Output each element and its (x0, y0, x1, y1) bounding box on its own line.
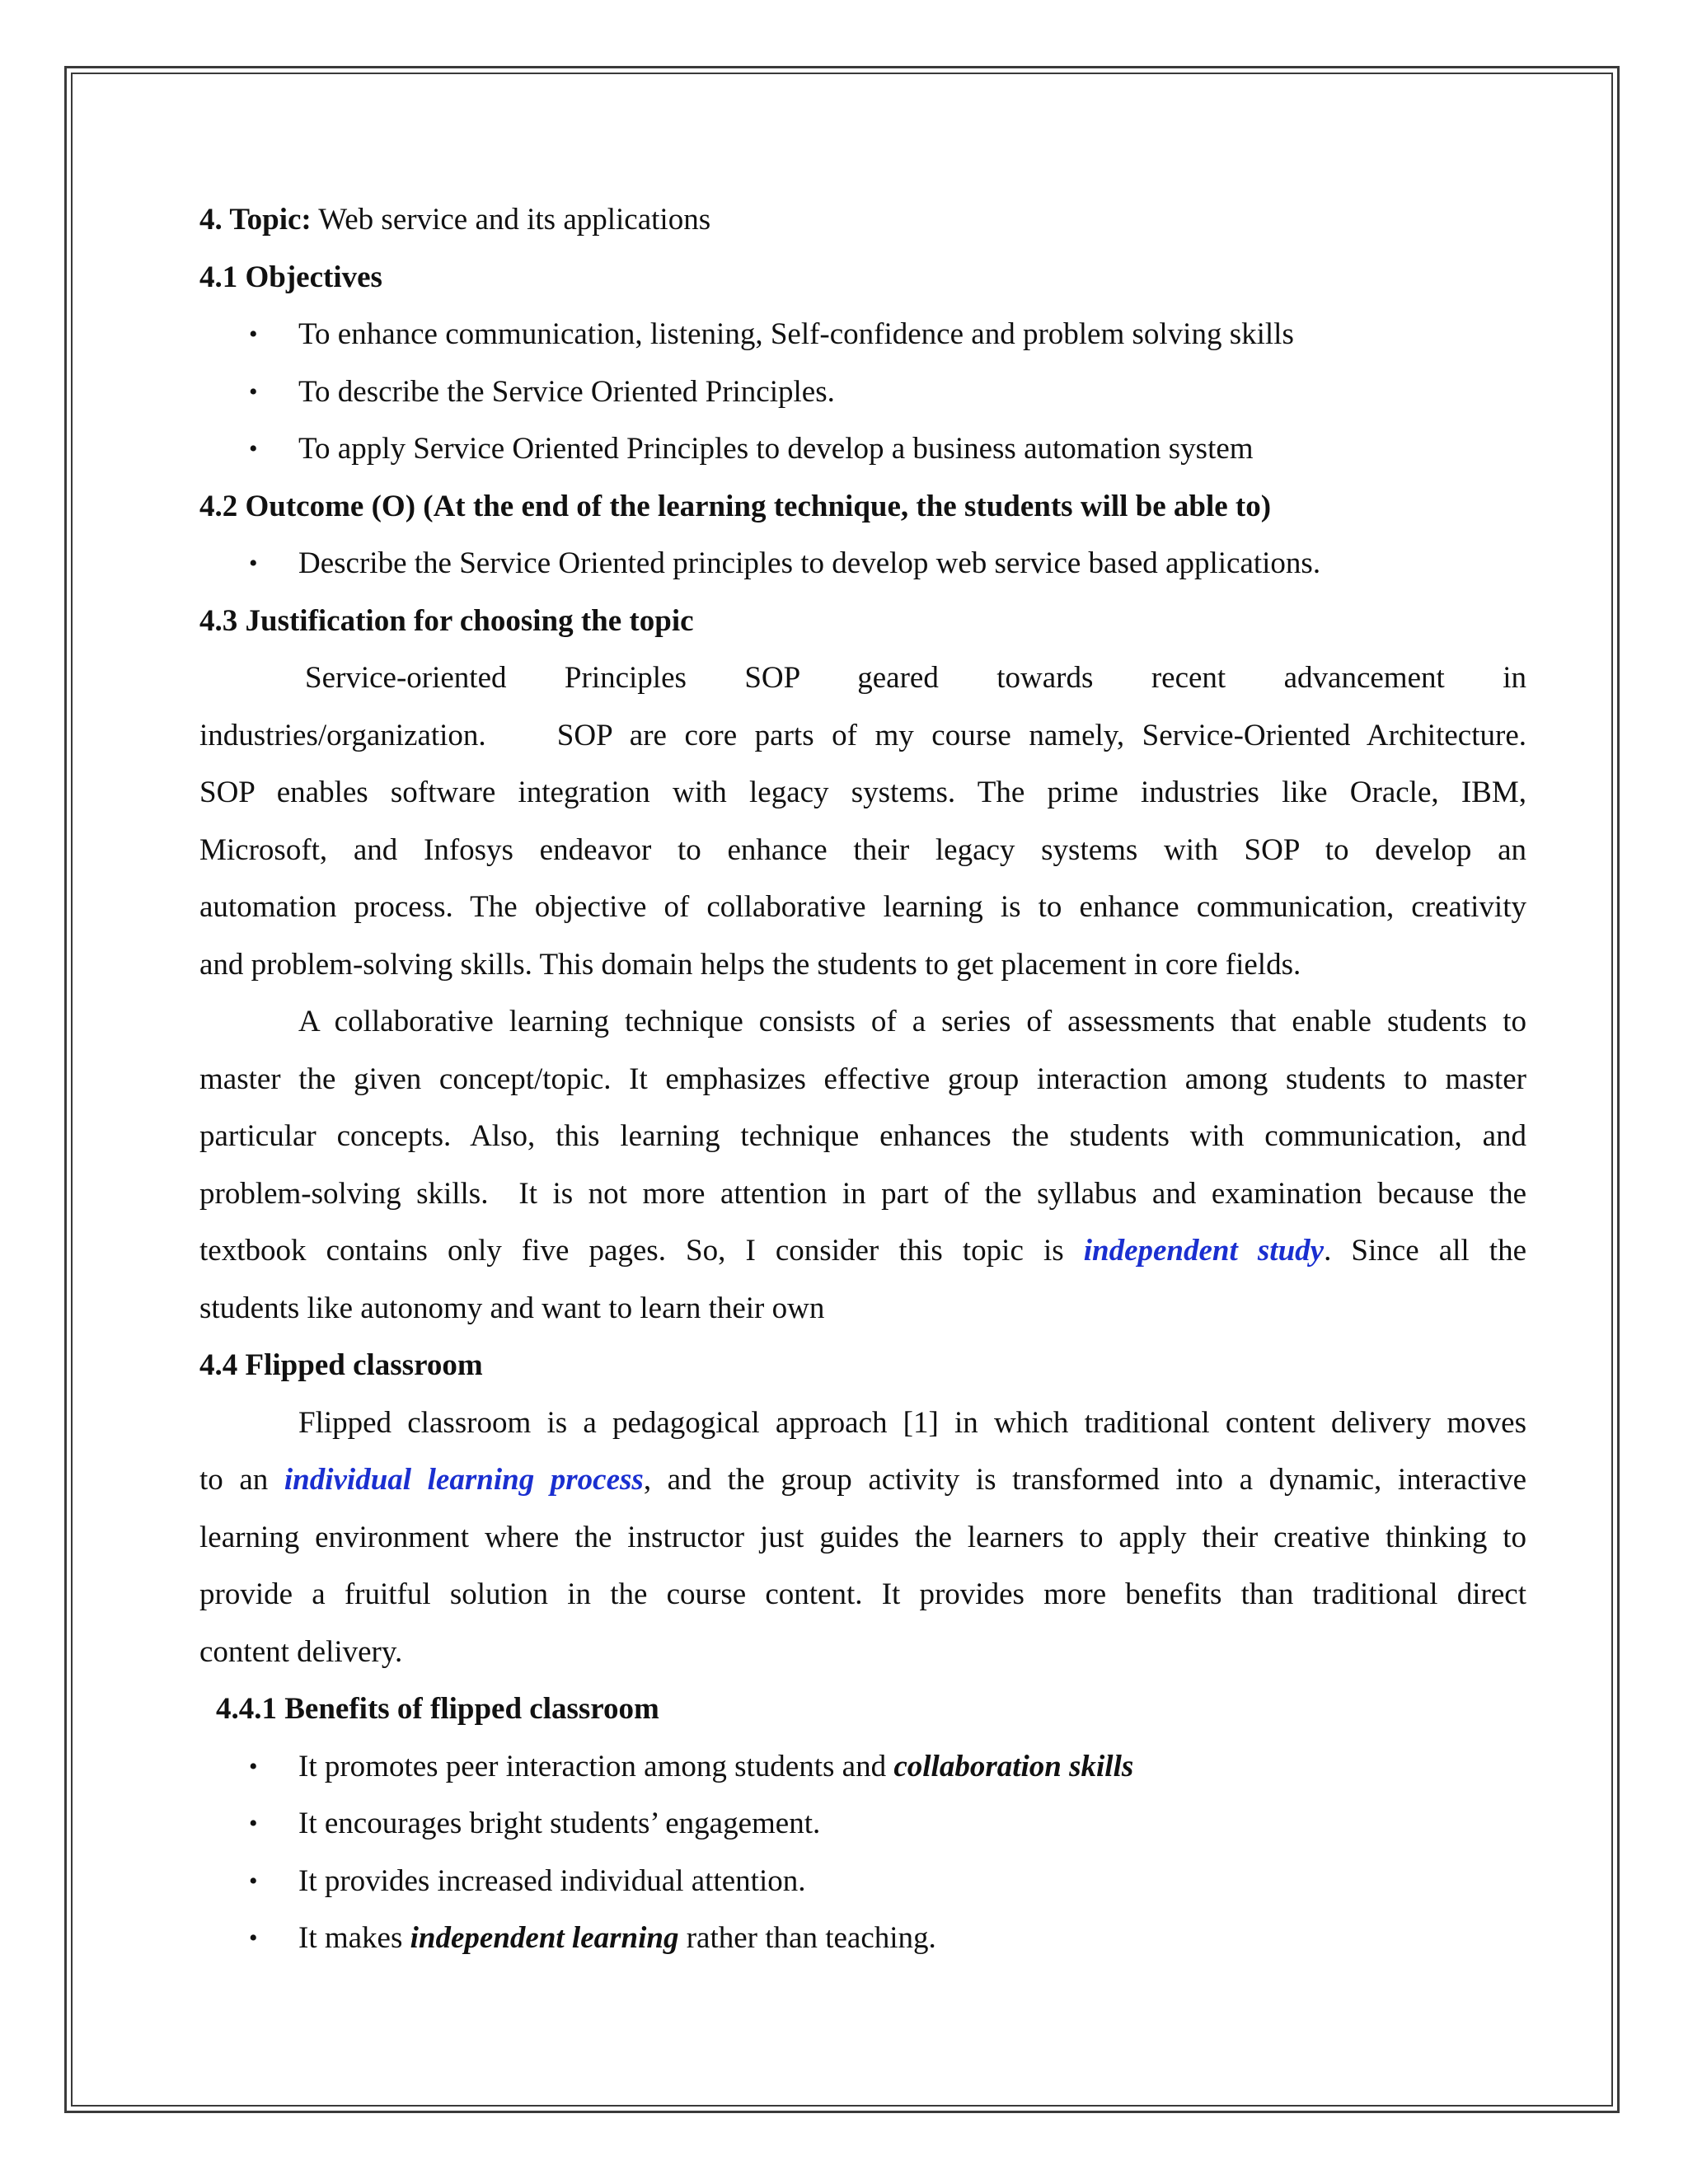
independent-study-highlight: independent study (1083, 1234, 1325, 1268)
list-item-text: Describe the Service Oriented principles to develop web service based applications. (298, 546, 1321, 580)
paragraph-text: textbook contains only five pages. So, I consider this topic is (199, 1234, 1084, 1268)
bullet-icon: • (249, 435, 258, 462)
list-item (199, 1795, 1526, 1853)
independent-learning-emphasis: independent learning (410, 1921, 679, 1955)
benefits-heading: 4.4.1 Benefits of flipped classroom (216, 1692, 659, 1726)
justification-paragraph-2 (199, 993, 1526, 1337)
paragraph-text: to an (199, 1463, 284, 1497)
paragraph-line: particular concepts. Also, this learning technique enhances the students with communication, and (199, 1119, 1526, 1153)
paragraph-line: automation process. The objective of collaborative learning is to enhance communication, creativity (199, 890, 1526, 924)
individual-learning-highlight: individual learning process (284, 1463, 644, 1497)
justification-paragraph-1 (199, 649, 1526, 993)
objectives-list (199, 306, 1526, 478)
bullet-icon: • (249, 1810, 258, 1837)
paragraph-line: content delivery. (199, 1634, 403, 1669)
paragraph-line: students like autonomy and want to learn their own (199, 1291, 825, 1325)
paragraph-line: Flipped classroom is a pedagogical approach [1] in which traditional content delivery moves (298, 1405, 1526, 1440)
list-item (199, 535, 1526, 593)
paragraph-line: problem-solving skills. It is not more attention in part of the syllabus and examination because the (199, 1176, 1526, 1211)
paragraph-line: learning environment where the instructor just guides the learners to apply their creative thinking to (199, 1520, 1526, 1554)
list-item-text: It encourages bright students’ engagement. (298, 1807, 821, 1840)
list-item-text: rather than teaching. (678, 1921, 936, 1955)
paragraph-text: , and the group activity is transformed into a dynamic, interactive (643, 1463, 1526, 1497)
paragraph-line: provide a fruitful solution in the course content. It provides more benefits than traditional direct (199, 1577, 1526, 1611)
paragraph-line: and problem-solving skills. This domain helps the students to get placement in core fields. (199, 947, 1301, 982)
paragraph-line (199, 1222, 1526, 1280)
outcome-list (199, 535, 1526, 593)
bullet-icon: • (249, 377, 258, 405)
paragraph-line (199, 1451, 1526, 1509)
list-item-text: To enhance communication, listening, Self-confidence and problem solving skills (298, 317, 1294, 351)
list-item (199, 420, 1526, 478)
outcome-heading: 4.2 Outcome (O) (At the end of the learning technique, the students will be able to) (199, 489, 1272, 523)
paragraph-line: Service-oriented Principles SOP geared towards recent advancement in (305, 661, 1526, 695)
bullet-icon: • (249, 321, 258, 348)
list-item (199, 1853, 1526, 1910)
collaboration-skills-emphasis: collaboration skills (893, 1749, 1134, 1783)
list-item-text: It promotes peer interaction among students and (298, 1749, 894, 1783)
bullet-icon: • (249, 1752, 258, 1780)
justification-heading: 4.3 Justification for choosing the topic (199, 603, 694, 638)
list-item-text: To apply Service Oriented Principles to develop a business automation system (298, 432, 1254, 466)
paragraph-text: . Since all the (1324, 1234, 1526, 1268)
bullet-icon: • (249, 1924, 258, 1952)
list-item (199, 1738, 1526, 1796)
flipped-heading: 4.4 Flipped classroom (199, 1348, 483, 1382)
document-body (199, 191, 1526, 1967)
topic-text: Web service and its applications (311, 203, 711, 237)
flipped-paragraph (199, 1394, 1526, 1681)
objectives-heading: 4.1 Objectives (199, 260, 382, 294)
bullet-icon: • (249, 1867, 258, 1895)
paragraph-line: master the given concept/topic. It emphasizes effective group interaction among students to master (199, 1062, 1526, 1096)
topic-line (199, 191, 1526, 249)
list-item-text: To describe the Service Oriented Principles. (298, 374, 835, 409)
list-item (199, 1910, 1526, 1967)
list-item (199, 363, 1526, 421)
bullet-icon: • (249, 550, 258, 577)
paragraph-line: SOP enables software integration with legacy systems. The prime industries like Oracle, IBM, (199, 776, 1526, 809)
paragraph-line: Microsoft, and Infosys endeavor to enhance their legacy systems with SOP to develop an (199, 832, 1526, 867)
list-item-text: It provides increased individual attention. (298, 1863, 806, 1898)
list-item-text: It makes (298, 1921, 410, 1955)
paragraph-line: A collaborative learning technique consists of a series of assessments that enable students to (298, 1005, 1526, 1038)
topic-label: 4. Topic: (199, 203, 312, 237)
benefits-list (199, 1738, 1526, 1967)
paragraph-line: industries/organization. SOP are core parts of my course namely, Service-Oriented Architecture. (199, 718, 1526, 752)
list-item (199, 306, 1526, 363)
